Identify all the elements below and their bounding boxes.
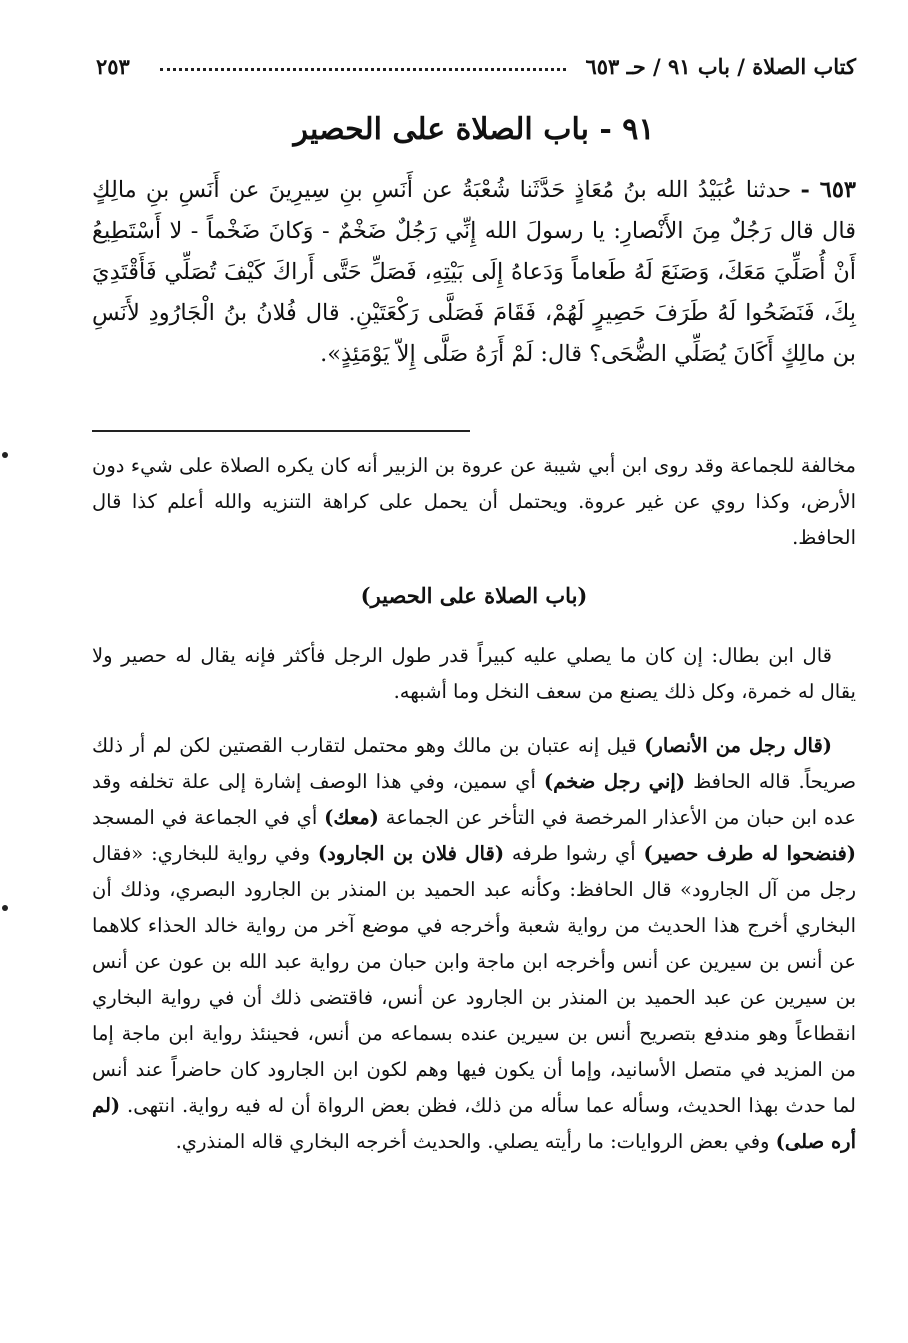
binding-hole-mark — [2, 452, 8, 458]
quoted-phrase: (لم أره صلى) — [92, 1094, 856, 1153]
quoted-phrase: (إني رجل ضخم) — [543, 770, 686, 793]
hadith-number: ٦٥٣ - — [800, 177, 856, 203]
quoted-phrase: (قال فلان بن الجارود) — [317, 842, 505, 865]
commentary-block — [92, 448, 856, 1178]
hadith-text-block — [92, 170, 856, 375]
header-dotted-leader — [160, 68, 566, 71]
commentary-text: أي سمين، وفي هذا الوصف إشارة إلى علة تخلفه وقد عده ابن حبان من الأعذار المرخصة في التأخر عن الجماعة — [92, 770, 856, 829]
footnote-divider — [92, 430, 470, 432]
commentary-text: وفي رواية للبخاري: «فقال رجل من آل الجارود» قال الحافظ: وكأنه عبد الحميد بن المنذر بن الجارود البصري، وذلك أن البخاري أخرج هذا الحديث من رواية شعبة وأخرجه في موضع آخر من رواية خالد الحذاء كلاهما عن أنس بن سيرين عن أنس وأخرجه ابن ماجة وابن حبان من رواية عبد الله بن عون عن أنس بن سيرين عن عبد الحميد بن المنذر بن الجارود عن أنس، فاقتضى ذلك أن في رواية البخاري انقطاعاً وهو مندفع بتصريح أنس بن سيرين عنده بسماعه من أنس، فحينئذ رواية ابن ماجة إما من المزيد في متصل الأسانيد، وإما أن يكون فيها وهم لكون ابن الجارود كان حاضراً عند أنس لما حدث بهذا الحديث، وسأله عما سأله من ذلك، فظن بعض الرواة أن له فيه رواية. انتهى. — [92, 842, 857, 1117]
commentary-paragraph-continuation: مخالفة للجماعة وقد روى ابن أبي شيبة عن عروة بن الزبير أنه كان يكره الصلاة على شيء دون الأرض، وكذا روي عن غير عروة. ويحتمل أن يحمل على كراهة التنزيه والله أعلم كذا قال الحافظ. — [92, 454, 856, 549]
commentary-text: أي رشوا طرفه — [504, 842, 644, 865]
commentary-paragraph-explanation — [92, 728, 856, 1160]
book-page — [92, 40, 856, 1320]
page-header — [92, 54, 856, 88]
quoted-phrase: (قال رجل من الأنصار) — [644, 734, 832, 757]
quoted-phrase: (فنضحوا له طرف حصير) — [643, 842, 856, 865]
commentary-text: قيل إنه عتبان بن مالك وهو محتمل لتقارب القصتين لكن لم أر ذلك صريحاً. قاله الحافظ — [92, 734, 857, 793]
running-title: كتاب الصلاة / باب ٩١ / حـ ٦٥٣ — [585, 54, 856, 79]
commentary-paragraph-ibn-battal: قال ابن بطال: إن كان ما يصلي عليه كبيراً قدر طول الرجل فأكثر فإنه يقال له حصير ولا يقال له خمرة، وكل ذلك يصنع من سعف النخل وما أشبهه. — [92, 644, 856, 703]
commentary-subheading: (باب الصلاة على الحصير) — [360, 583, 588, 608]
commentary-text: وفي بعض الروايات: ما رأيته يصلي. والحديث أخرجه البخاري قاله المنذري. — [175, 1130, 776, 1153]
quoted-phrase: (معك) — [324, 806, 379, 829]
binding-hole-mark — [2, 905, 8, 911]
commentary-text: أي في الجماعة في المسجد — [92, 806, 325, 829]
page-number: ٢٥٣ — [96, 54, 130, 79]
hadith-body: حدثنا عُبَيْدُ الله بنُ مُعَاذٍ حَدَّثَنا شُعْبَةُ عن أَنَسِ بنِ سِيرِينَ عن أَنَسِ بنِ مالِكٍ قال قال رَجُلٌ مِنَ الأَنْصارِ: يا رسولَ الله إِنِّي رَجُلٌ ضَخْمٌ - وَكانَ ضَخْماً - لا أَسْتَطِيعُ أَنْ أُصَلِّيَ مَعَكَ، وَصَنَعَ لَهُ طَعاماً وَدَعاهُ إِلَى بَيْتِهِ، فَصَلِّ حَتَّى أَراكَ كَيْفَ تُصَلِّي فَأَقْتَدِيَ بِكَ، فَنَضَحُوا لَهُ طَرَفَ حَصِيرٍ لَهُمْ، فَقَامَ فَصَلَّى رَكْعَتَيْنِ. قال فُلانُ بنُ الْجَارُودِ لأَنَسِ بن مالِكٍ أَكَانَ يُصَلِّي الضُّحَى؟ قال: لَمْ أَرَهُ صَلَّى إِلاّ يَوْمَئِذٍ». — [92, 177, 856, 367]
chapter-title: ٩١ - باب الصلاة على الحصير — [293, 112, 655, 147]
